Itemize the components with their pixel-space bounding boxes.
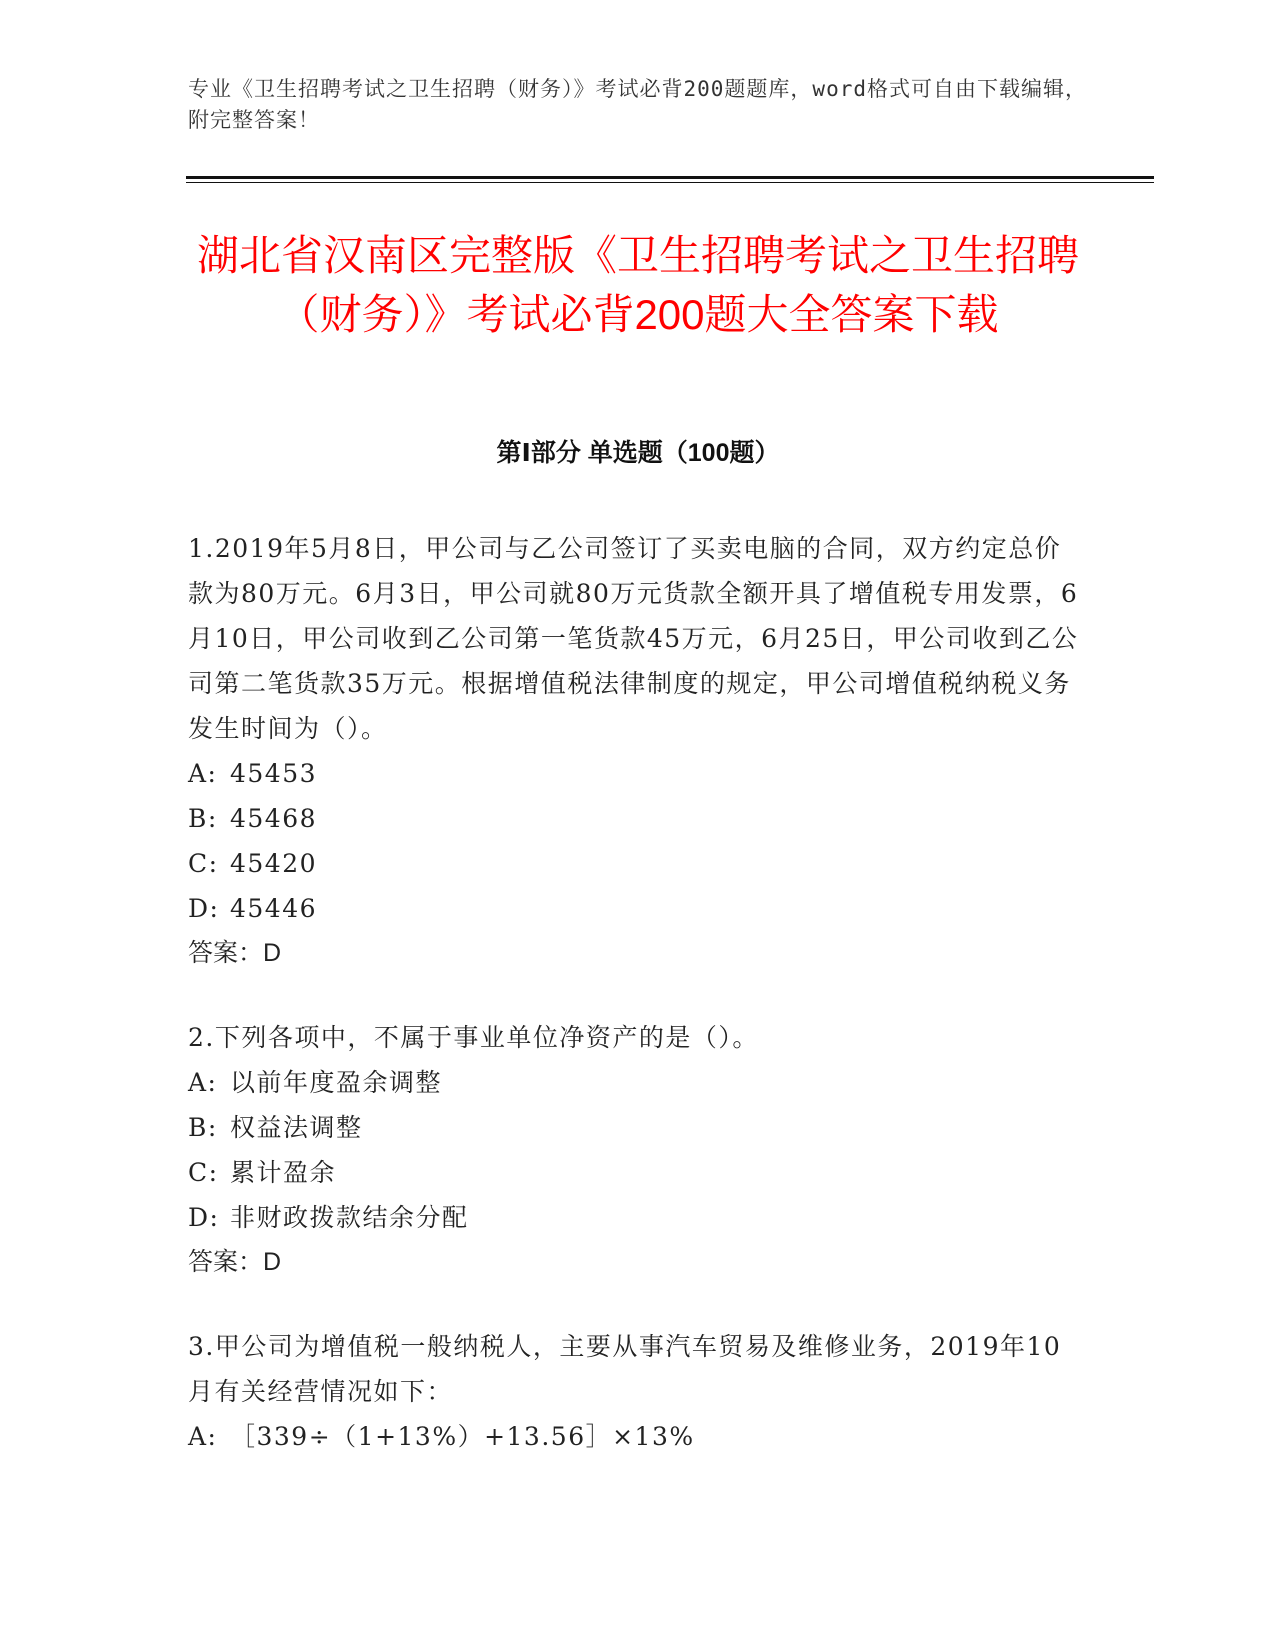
option-b	[188, 796, 1084, 841]
option-d	[188, 886, 1084, 931]
option-label: D:	[188, 1203, 220, 1232]
option-a	[188, 1060, 1084, 1105]
option-label: B:	[188, 1113, 218, 1142]
answer: 答案：D	[188, 1248, 282, 1276]
option-b	[188, 1105, 1084, 1150]
option-text: 权益法调整	[230, 1113, 363, 1142]
option-c	[188, 841, 1084, 886]
option-label: C:	[188, 849, 219, 878]
question-1	[188, 526, 1084, 976]
option-text: 45420	[230, 849, 318, 878]
question-list	[188, 526, 1084, 1498]
option-c	[188, 1150, 1084, 1195]
section-title: 第Ⅰ部分 单选题（100题）	[496, 439, 780, 467]
option-a	[188, 1414, 1084, 1459]
answer: 答案：D	[188, 939, 282, 967]
question-stem: 1.2019年5月8日，甲公司与乙公司签订了买卖电脑的合同，双方约定总价款为80万元。6月3日，甲公司就80万元货款全额开具了增值税专用发票，6月10日，甲公司收到乙公司第一笔货款45万元，6月25日，甲公司收到乙公司第二笔货款35万元。根据增值税法律制度的规定，甲公司增值税纳税义务发生时间为（）。	[188, 534, 1079, 743]
option-text: 45446	[230, 894, 318, 923]
option-label: A:	[188, 1068, 218, 1097]
header-divider-thin	[186, 182, 1154, 183]
option-text: ［339÷（1+13%）+13.56］×13%	[230, 1422, 695, 1451]
option-label: A:	[188, 759, 218, 788]
option-label: D:	[188, 894, 220, 923]
question-2	[188, 1015, 1084, 1285]
document-title: 湖北省汉南区完整版《卫生招聘考试之卫生招聘（财务）》考试必背200题大全答案下载	[196, 232, 1079, 338]
question-3	[188, 1324, 1084, 1459]
header-divider-thick	[186, 176, 1154, 179]
option-d	[188, 1195, 1084, 1240]
option-label: B:	[188, 804, 218, 833]
option-text: 45468	[230, 804, 318, 833]
option-text: 累计盈余	[230, 1158, 337, 1187]
option-text: 以前年度盈余调整	[230, 1068, 443, 1097]
option-text: 45453	[230, 759, 318, 788]
question-stem: 3.甲公司为增值税一般纳税人，主要从事汽车贸易及维修业务，2019年10月有关经营情况如下：	[188, 1332, 1062, 1406]
header-note: 专业《卫生招聘考试之卫生招聘（财务）》考试必背200题题库，word格式可自由下载编辑，附完整答案！	[188, 77, 1087, 132]
option-a	[188, 751, 1084, 796]
option-label: C:	[188, 1158, 219, 1187]
question-stem: 2.下列各项中，不属于事业单位净资产的是（）。	[188, 1023, 759, 1052]
option-text: 非财政拨款结余分配	[230, 1203, 469, 1232]
option-label: A:	[188, 1422, 218, 1451]
